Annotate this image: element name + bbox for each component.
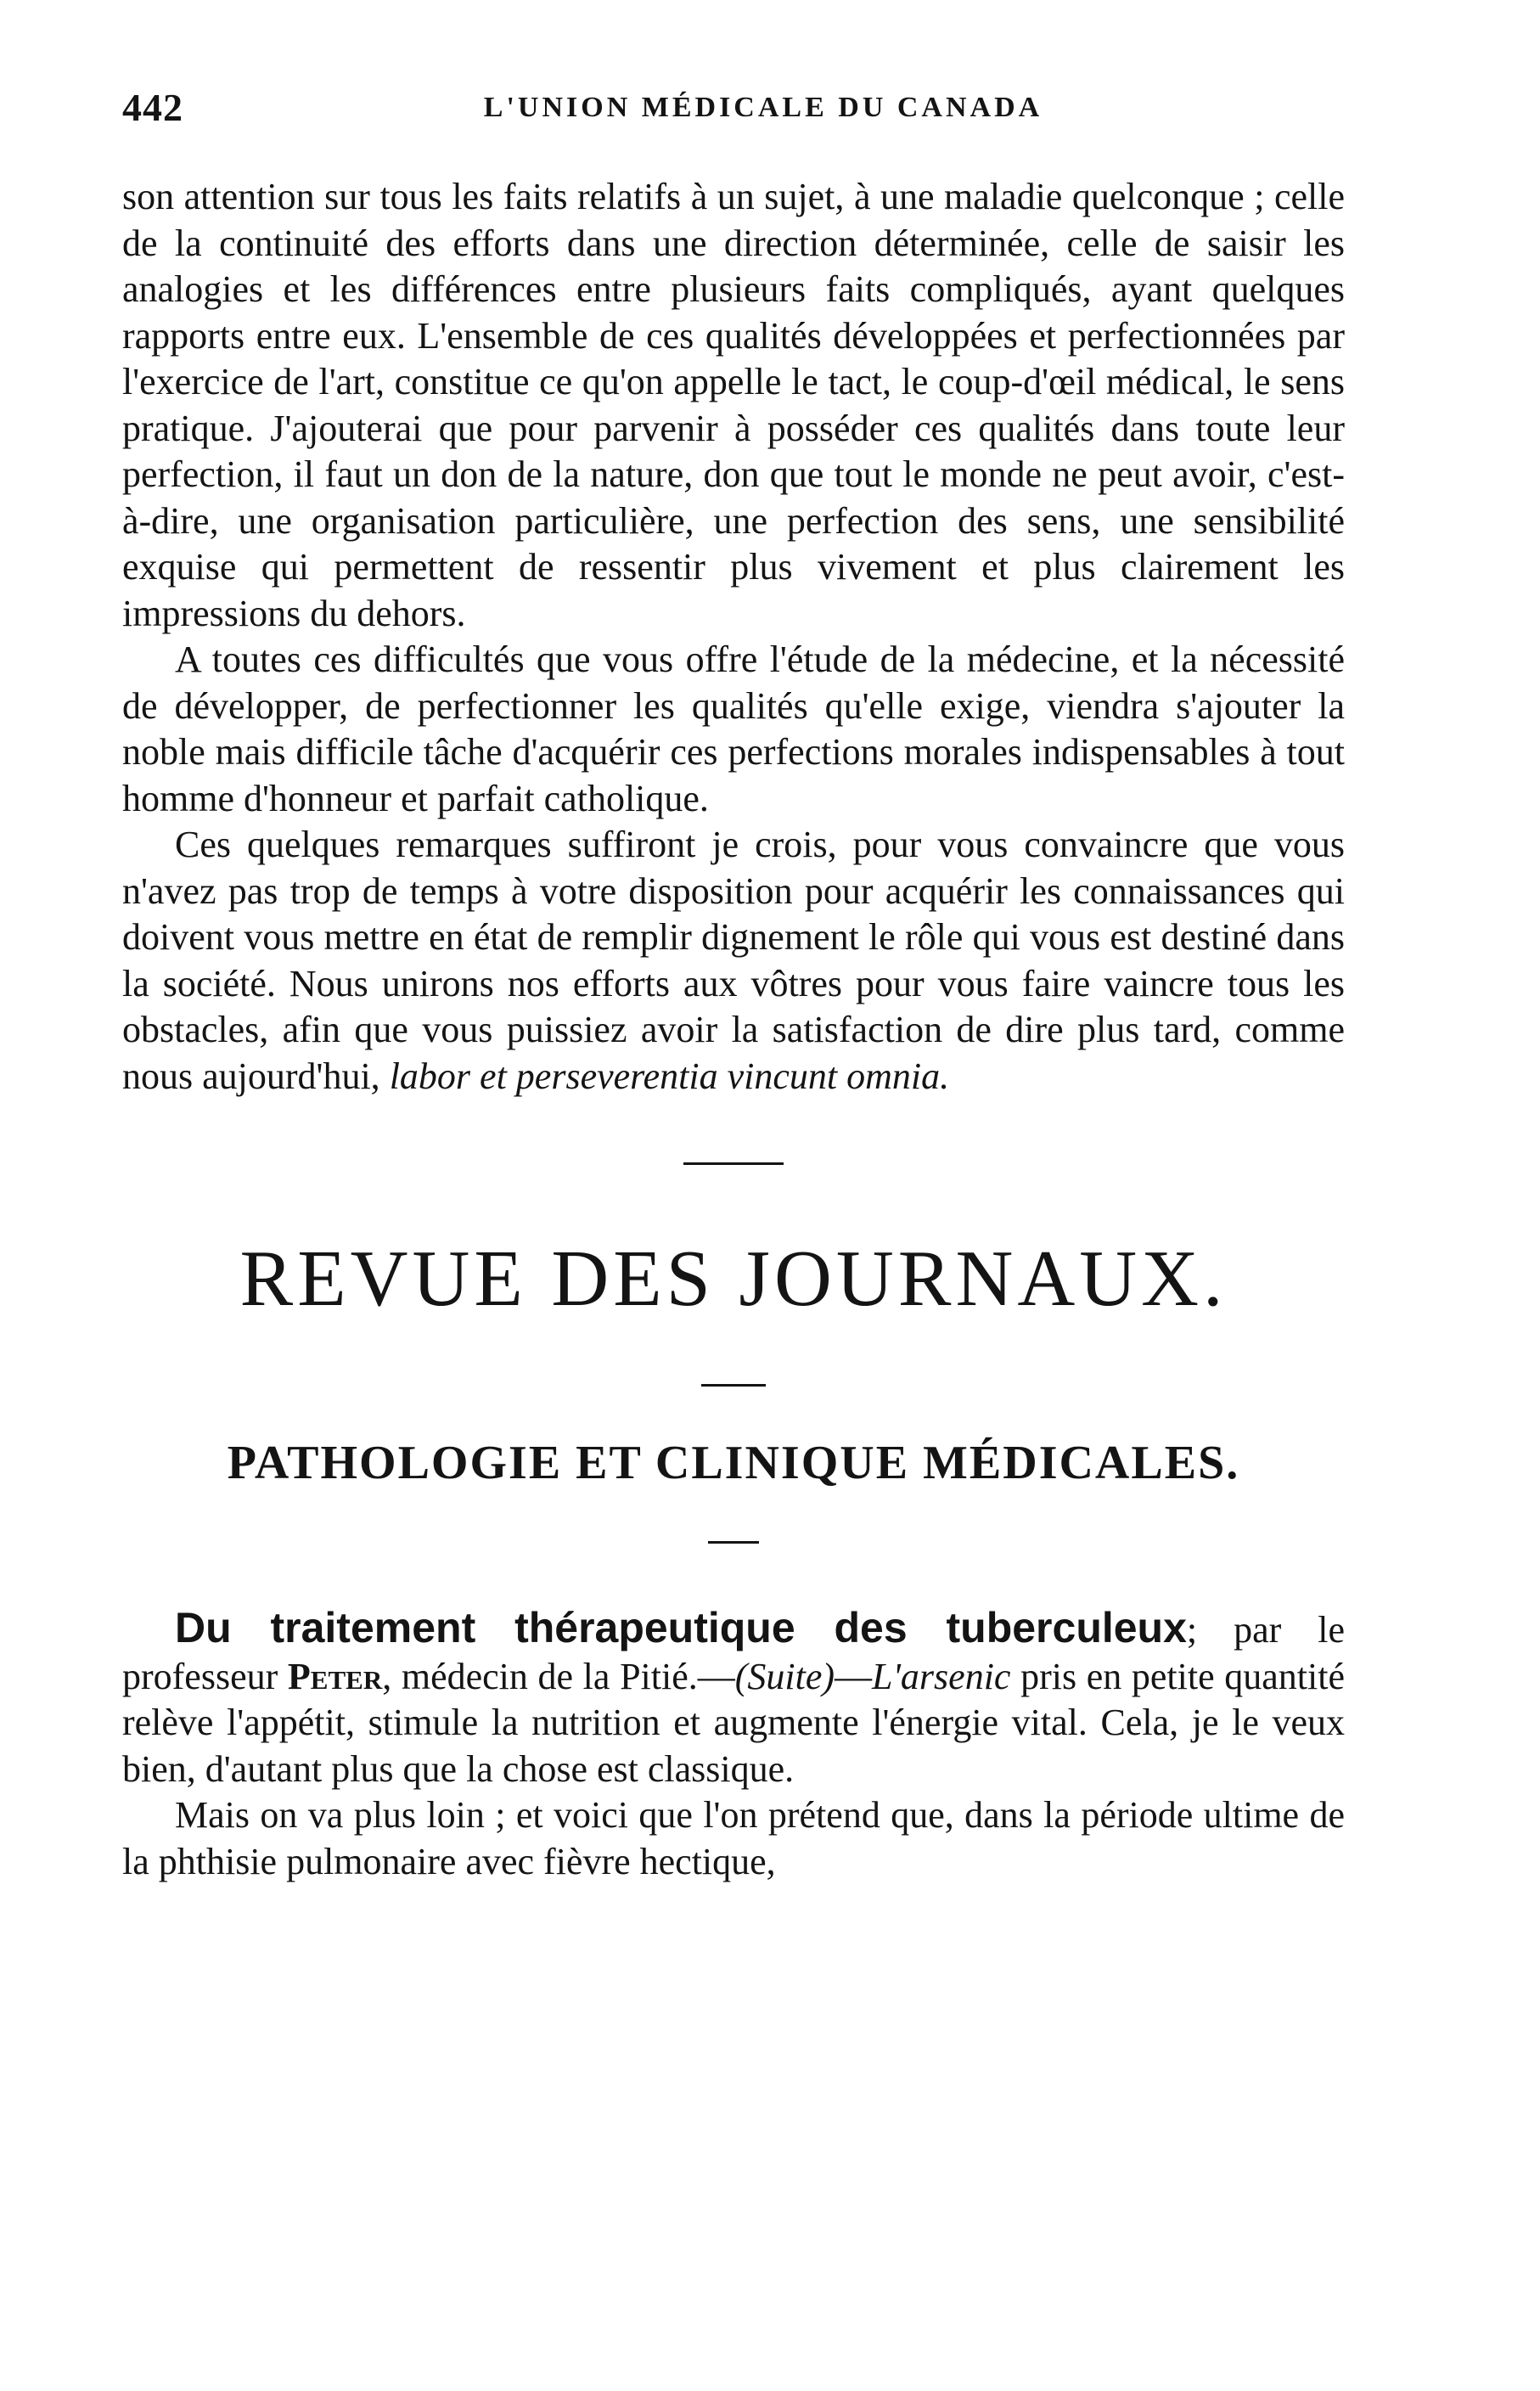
separator-rule-tiny [708,1541,759,1544]
article-title: Du traitement thérapeutique des tuberculeux [175,1604,1187,1651]
author-role: , médecin de la Pitié.— [382,1655,735,1697]
continuation-marker: (Suite) [734,1655,835,1697]
closing-text: Ces quelques remarques suffiront je crois, pour vous convaincre que vous n'avez pas trop de temps à votre disposition pour acquérir les connaissances qui doivent vous mettre en état de remplir dignement le rôle qui vous est destiné dans la société. Nous unirons nos efforts aux vôtres pour vous faire vaincre tous les obstacles, afin que vous puissiez avoir la satisfaction de dire plus tard, comme nous aujourd'hui, [122,824,1345,1097]
separator-rule-short [701,1384,766,1387]
lead-dash: — [835,1655,873,1697]
page-header [122,85,1404,136]
paragraph-closing [122,822,1345,1100]
paragraph-difficulties: A toutes ces difficultés que vous offre l'étude de la médecine, et la nécessité de développer, de perfectionner les qualités qu'elle exige, viendra s'ajouter la noble mais difficile tâche d'acquérir ces perfections morales indispensables à tout homme d'honneur et parfait catholique. [122,639,1345,819]
article-author: Peter [287,1655,383,1697]
article-paragraph [122,1605,1345,1792]
article-byline: ; par le professeur [122,1609,1345,1697]
article-text: pris en petite quantité relève l'appétit, stimule la nutrition et augmente l'énergie vital. Cela, je le veux bien, d'autant plus que la chose est classique. [122,1655,1346,1790]
page-body [122,174,1345,1885]
separator-rule [683,1162,784,1165]
article-paragraph-2: Mais on va plus loin ; et voici que l'on prétend que, dans la période ultime de la phthisie pulmonaire avec fièvre hectique, [122,1794,1345,1882]
running-title: L'UNION MÉDICALE DU CANADA [483,92,1043,123]
paragraph-continuation: son attention sur tous les faits relatifs à un sujet, à une maladie quelconque ; celle de la continuité des efforts dans une direction déterminée, celle de saisir les analogies et les différences entre plusieurs faits compliqués, ayant quelques rapports entre eux. L'ensemble de ces qualités développées et perfectionnées par l'exercice de l'art, constitue ce qu'on appelle le tact, le coup-d'œil médical, le sens pratique. J'ajouterai que pour parvenir à posséder ces qualités dans toute leur perfection, il faut un don de la nature, don que tout le monde ne peut avoir, c'est-à-dire, une organisation particulière, une perfection des sens, une sensibilité exquise qui permettent de ressentir plus vivement et plus clairement les impressions du dehors. [122,176,1345,634]
latin-motto: labor et perseverentia vincunt omnia. [389,1055,950,1097]
subsection-title: PATHOLOGIE ET CLINIQUE MÉDICALES. [227,1437,1240,1489]
article-subject: L'arsenic [872,1655,1011,1697]
section-title: REVUE DES JOURNAUX. [239,1235,1228,1323]
page-number: 442 [122,86,183,129]
